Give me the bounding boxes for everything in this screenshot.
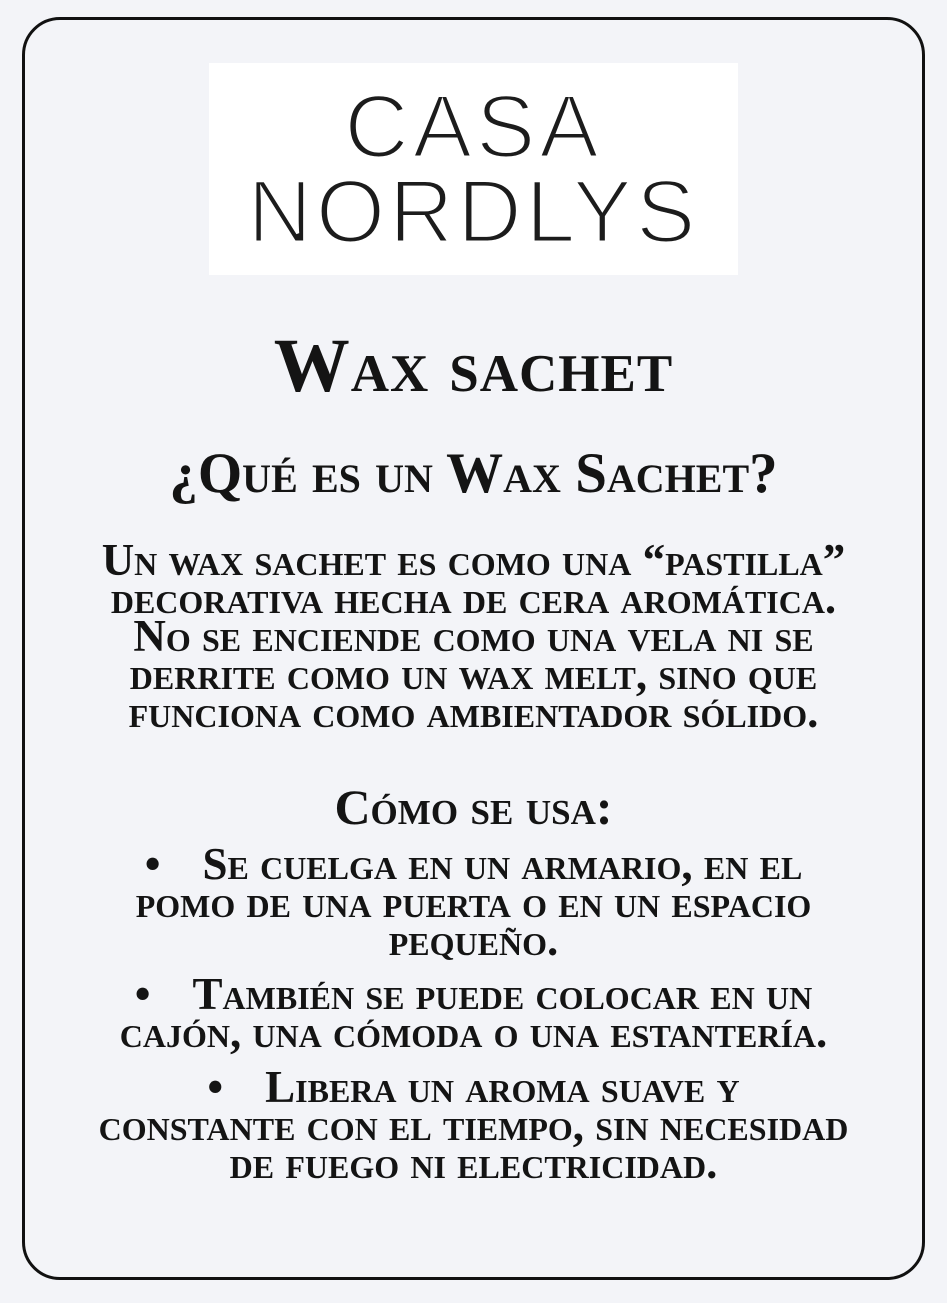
bullet-icon: • [134, 969, 151, 1019]
intro-paragraph [25, 535, 922, 737]
usage-item-line: pequeño. [388, 915, 559, 965]
usage-item-aroma [25, 1062, 922, 1188]
intro-line: Un wax sachet es como una “pastilla” [101, 535, 846, 585]
usage-heading: Cómo se usa: [334, 779, 613, 835]
label-card [22, 17, 925, 1280]
intro-line: derrite como un wax melt, sino que [129, 649, 818, 699]
product-title: Wax sachet [273, 324, 674, 408]
usage-item-hang [25, 839, 922, 965]
usage-item-text: Libera un aroma suave y [265, 1062, 740, 1112]
usage-item-text: También se puede colocar en un [192, 969, 813, 1019]
usage-item-line: pomo de una puerta o en un espacio [135, 877, 812, 927]
usage-item-line: constante con el tiempo, sin necesidad [98, 1100, 849, 1150]
intro-line: funciona como ambientador sólido. [128, 687, 819, 737]
question-subtitle: ¿Qué es un Wax Sachet? [169, 442, 778, 505]
intro-line: No se enciende como una vela ni se [133, 611, 814, 661]
usage-item-text: Se cuelga en un armario, en el [202, 839, 803, 889]
intro-line: decorativa hecha de cera aromática. [110, 573, 837, 623]
usage-item-line: de fuego ni electricidad. [229, 1138, 718, 1188]
brand-name-line-1: CASA [344, 76, 603, 176]
usage-item-place [25, 969, 922, 1057]
brand-logo [209, 63, 738, 275]
bullet-icon: • [207, 1062, 224, 1112]
bullet-icon: • [144, 839, 161, 889]
brand-name-line-2: NORDLYS [247, 161, 700, 261]
usage-item-line: cajón, una cómoda o una estantería. [119, 1007, 828, 1057]
